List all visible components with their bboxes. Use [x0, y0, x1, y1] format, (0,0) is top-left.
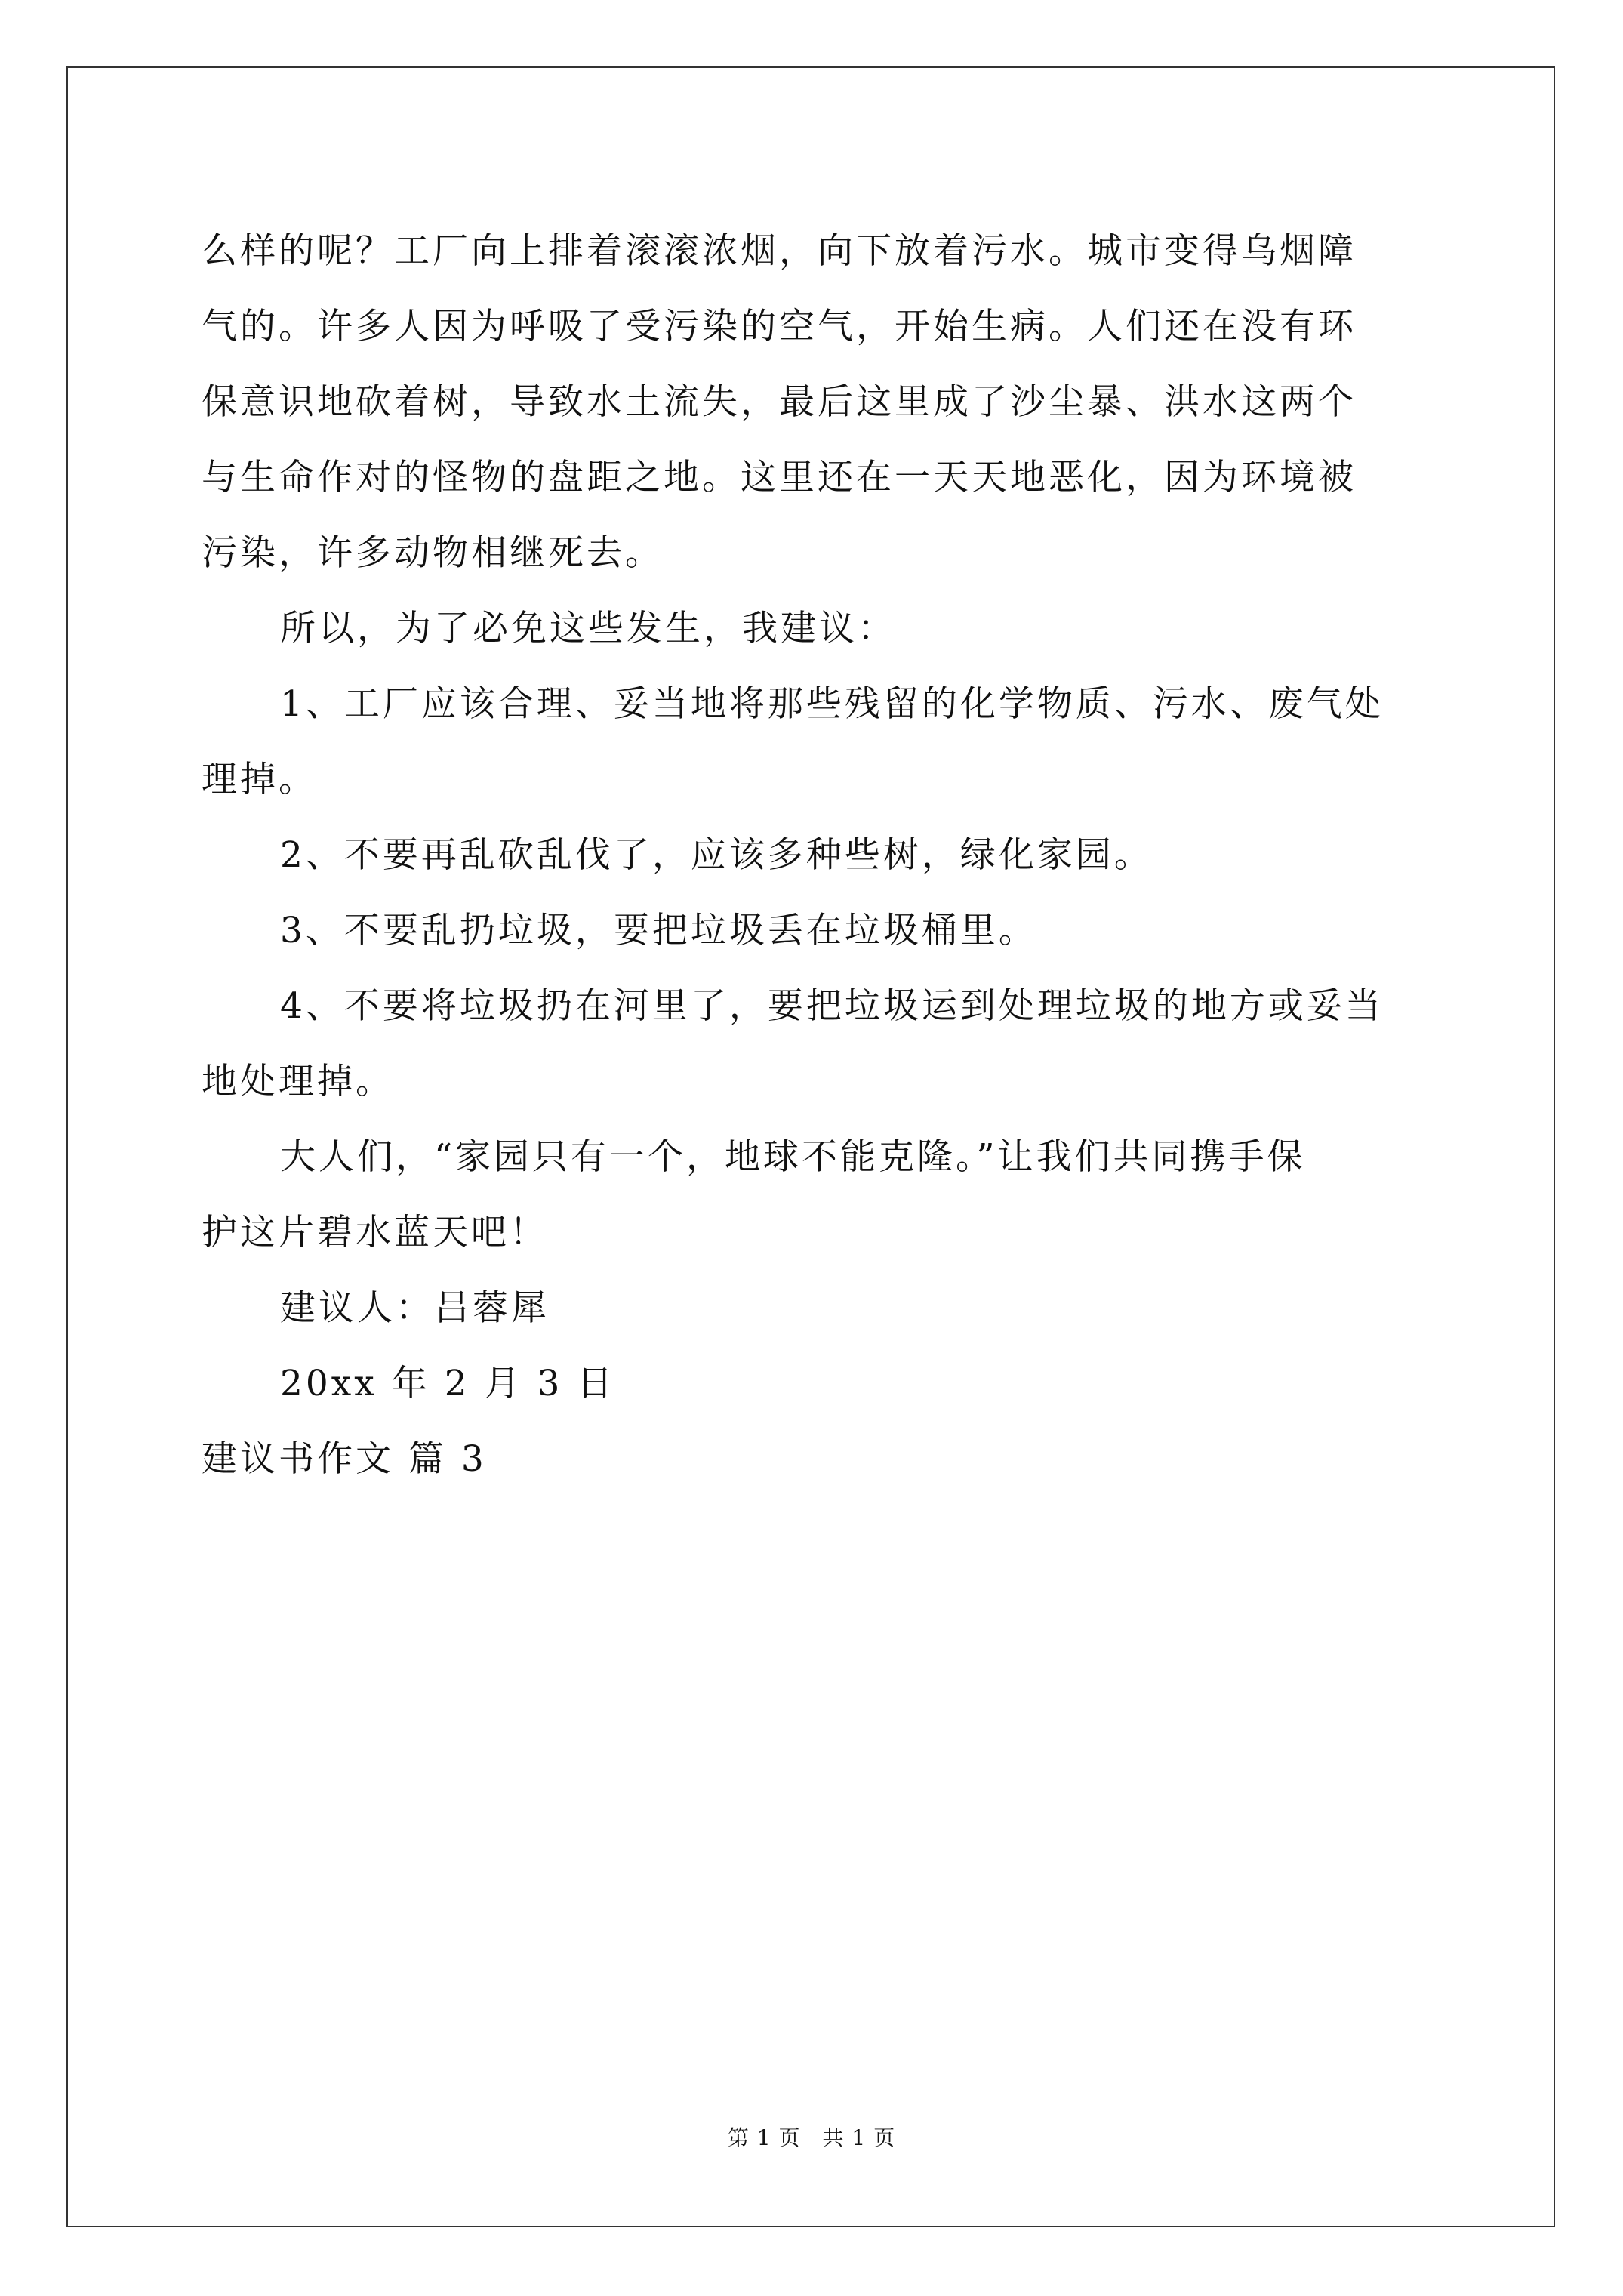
body-line: 大人们，“家园只有一个，地球不能克隆。”让我们共同携手保	[280, 1136, 1306, 1178]
list-item-2: 2、不要再乱砍乱伐了，应该多种些树，绿化家园。	[280, 834, 1153, 876]
body-line: 污染，许多动物相继死去。	[202, 532, 664, 574]
body-line: 所以，为了必免这些发生，我建议：	[280, 608, 896, 649]
body-line: 与生命作对的怪物的盘距之地。这里还在一天天地恶化，因为环境被	[202, 457, 1357, 498]
body-line: 么样的呢？工厂向上排着滚滚浓烟，向下放着污水。城市变得乌烟障	[202, 230, 1357, 272]
list-item-4: 4、不要将垃圾扔在河里了，要把垃圾运到处理垃圾的地方或妥当	[280, 985, 1384, 1027]
body-line: 地处理掉。	[202, 1061, 394, 1102]
body-line: 理掉。	[202, 759, 317, 800]
signature-line: 建议人：吕蓉犀	[280, 1287, 550, 1329]
body-line: 气的。许多人因为呼吸了受污染的空气，开始生病。人们还在没有环	[202, 306, 1357, 347]
list-item-1: 1、工厂应该合理、妥当地将那些残留的化学物质、污水、废气处	[280, 683, 1384, 725]
section-heading: 建议书作文 篇 3	[202, 1438, 487, 1480]
body-line: 保意识地砍着树，导致水土流失，最后这里成了沙尘暴、洪水这两个	[202, 381, 1357, 423]
page-number: 第 1 页 共 1 页	[727, 2125, 896, 2150]
date-line: 20xx 年 2 月 3 日	[280, 1363, 616, 1404]
list-item-3: 3、不要乱扔垃圾，要把垃圾丢在垃圾桶里。	[280, 910, 1037, 951]
body-line: 护这片碧水蓝天吧！	[202, 1212, 548, 1253]
